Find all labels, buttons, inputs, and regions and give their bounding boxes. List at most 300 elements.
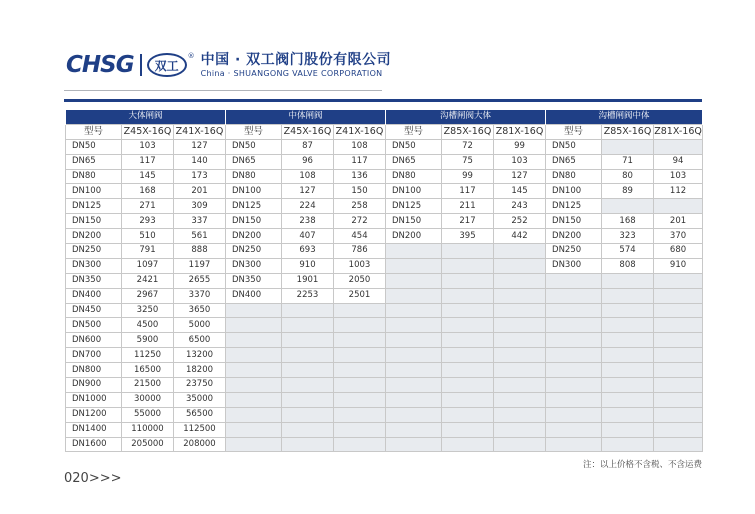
price-cell [654, 392, 703, 407]
price-cell: 71 [602, 154, 654, 169]
price-cell [334, 303, 386, 318]
column-header: Z45X-16Q [282, 124, 334, 139]
company-logo [66, 50, 391, 80]
price-cell: 173 [174, 169, 226, 184]
size-cell [546, 273, 602, 288]
price-cell [442, 273, 494, 288]
price-cell [282, 378, 334, 393]
group-header-row [66, 110, 703, 124]
price-cell [494, 318, 546, 333]
size-cell: DN125 [546, 199, 602, 214]
price-cell: 208000 [174, 437, 226, 452]
price-cell: 108 [334, 139, 386, 154]
size-cell: DN400 [66, 288, 122, 303]
table-row [66, 318, 703, 333]
table-row [66, 333, 703, 348]
price-cell [334, 348, 386, 363]
price-cell: 145 [122, 169, 174, 184]
price-cell [334, 378, 386, 393]
size-cell [546, 318, 602, 333]
group-header: 沟槽闸阀大体 [386, 110, 546, 124]
size-cell: DN300 [546, 258, 602, 273]
price-cell [282, 422, 334, 437]
price-cell [442, 333, 494, 348]
size-cell: DN50 [226, 139, 282, 154]
size-cell [546, 363, 602, 378]
price-cell: 5900 [122, 333, 174, 348]
price-cell [334, 407, 386, 422]
size-cell: DN125 [226, 199, 282, 214]
logo-oval-mark [147, 53, 187, 77]
size-cell [546, 407, 602, 422]
size-cell [546, 437, 602, 452]
price-cell [494, 333, 546, 348]
column-header: 型号 [66, 124, 122, 139]
price-cell: 108 [282, 169, 334, 184]
size-cell: DN1400 [66, 422, 122, 437]
size-cell: DN65 [386, 154, 442, 169]
price-cell: 89 [602, 184, 654, 199]
logo-oval-text: 双工 [154, 58, 179, 73]
price-cell: 94 [654, 154, 703, 169]
size-cell: DN100 [226, 184, 282, 199]
price-cell: 2050 [334, 273, 386, 288]
price-cell: 21500 [122, 378, 174, 393]
price-cell: 112500 [174, 422, 226, 437]
price-cell [334, 363, 386, 378]
price-cell [654, 318, 703, 333]
size-cell: DN200 [386, 229, 442, 244]
table-row [66, 422, 703, 437]
price-cell: 201 [174, 184, 226, 199]
size-cell: DN100 [386, 184, 442, 199]
price-cell [602, 303, 654, 318]
price-cell: 35000 [174, 392, 226, 407]
price-cell: 168 [602, 214, 654, 229]
price-cell [442, 392, 494, 407]
size-cell: DN250 [66, 244, 122, 259]
price-cell: 271 [122, 199, 174, 214]
price-cell: 13200 [174, 348, 226, 363]
table-row [66, 184, 703, 199]
size-cell [226, 303, 282, 318]
size-cell [386, 348, 442, 363]
table-row [66, 229, 703, 244]
price-cell [602, 348, 654, 363]
price-note: 注：以上价格不含税、不含运费 [582, 460, 702, 470]
price-cell: 117 [442, 184, 494, 199]
size-cell: DN65 [66, 154, 122, 169]
price-cell: 272 [334, 214, 386, 229]
size-cell: DN200 [546, 229, 602, 244]
size-cell [226, 378, 282, 393]
price-cell: 80 [602, 169, 654, 184]
price-cell: 5000 [174, 318, 226, 333]
column-header: Z85X-16Q [602, 124, 654, 139]
size-cell [386, 244, 442, 259]
size-cell [546, 333, 602, 348]
price-cell [282, 303, 334, 318]
table-row [66, 348, 703, 363]
price-cell: 2501 [334, 288, 386, 303]
size-cell: DN350 [226, 273, 282, 288]
price-cell: 309 [174, 199, 226, 214]
price-cell [654, 303, 703, 318]
price-cell: 574 [602, 244, 654, 259]
size-cell [546, 392, 602, 407]
price-cell [282, 363, 334, 378]
price-cell [282, 392, 334, 407]
price-cell: 243 [494, 199, 546, 214]
column-header: Z81X-16Q [654, 126, 702, 138]
column-header: 型号 [546, 124, 602, 139]
price-cell: 442 [494, 229, 546, 244]
price-cell: 87 [282, 139, 334, 154]
size-cell: DN150 [66, 214, 122, 229]
price-cell: 99 [442, 169, 494, 184]
price-cell [282, 333, 334, 348]
size-cell: DN450 [66, 303, 122, 318]
price-cell [442, 303, 494, 318]
column-header: Z81X-16Q [494, 124, 546, 139]
price-cell [494, 437, 546, 452]
size-cell: DN250 [546, 244, 602, 259]
price-cell [654, 378, 703, 393]
size-cell [226, 318, 282, 333]
price-cell [494, 407, 546, 422]
size-cell: DN100 [66, 184, 122, 199]
size-cell: DN50 [66, 139, 122, 154]
price-cell [442, 422, 494, 437]
logo-wordmark: CHSG [66, 52, 134, 78]
price-cell [442, 244, 494, 259]
logo-divider [140, 54, 142, 76]
column-header: Z85X-16Q [442, 124, 494, 139]
price-cell: 205000 [122, 437, 174, 452]
size-cell: DN600 [66, 333, 122, 348]
price-cell: 3370 [174, 288, 226, 303]
price-cell: 211 [442, 199, 494, 214]
column-header: Z41X-16Q [174, 124, 226, 139]
price-cell: 238 [282, 214, 334, 229]
price-cell [494, 244, 546, 259]
price-cell: 786 [334, 244, 386, 259]
price-cell [442, 437, 494, 452]
price-cell: 337 [174, 214, 226, 229]
price-cell: 217 [442, 214, 494, 229]
registered-mark: ® [187, 52, 195, 60]
size-cell: DN1000 [66, 392, 122, 407]
price-cell: 224 [282, 199, 334, 214]
price-cell [602, 318, 654, 333]
size-cell [546, 348, 602, 363]
size-cell: DN150 [226, 214, 282, 229]
table-row [66, 154, 703, 169]
column-header: 型号 [226, 124, 282, 139]
price-cell [654, 288, 703, 303]
size-cell [546, 288, 602, 303]
price-cell: 145 [494, 184, 546, 199]
size-cell [226, 422, 282, 437]
size-cell: DN200 [66, 229, 122, 244]
company-name [201, 53, 392, 78]
price-cell: 680 [654, 244, 703, 259]
size-cell: DN80 [226, 169, 282, 184]
price-cell: 1097 [122, 258, 174, 273]
price-cell [282, 318, 334, 333]
price-cell [334, 333, 386, 348]
table-row [66, 199, 703, 214]
price-cell [602, 378, 654, 393]
price-cell: 454 [334, 229, 386, 244]
price-cell: 117 [334, 154, 386, 169]
price-cell: 23750 [174, 378, 226, 393]
price-cell: 910 [282, 258, 334, 273]
table-row [66, 378, 703, 393]
price-cell: 693 [282, 244, 334, 259]
price-cell: 323 [602, 229, 654, 244]
size-cell [546, 378, 602, 393]
price-cell [602, 363, 654, 378]
table-row [66, 363, 703, 378]
group-header: 中体闸阀 [226, 110, 386, 124]
size-cell [386, 258, 442, 273]
column-header: Z41X-16Q [334, 124, 386, 139]
table-row [66, 303, 703, 318]
group-header: 沟槽闸阀中体 [546, 110, 703, 124]
price-cell: 96 [282, 154, 334, 169]
price-cell [494, 363, 546, 378]
price-cell: 112 [654, 184, 703, 199]
price-cell: 407 [282, 229, 334, 244]
price-cell: 1003 [334, 258, 386, 273]
price-cell: 395 [442, 229, 494, 244]
size-cell: DN150 [546, 214, 602, 229]
column-header: Z45X-16Q [122, 124, 174, 139]
price-cell [602, 333, 654, 348]
price-cell [602, 273, 654, 288]
price-cell: 140 [174, 154, 226, 169]
price-cell [442, 288, 494, 303]
table-row [66, 214, 703, 229]
price-cell [334, 318, 386, 333]
size-cell: DN65 [546, 154, 602, 169]
table-row [66, 273, 703, 288]
size-cell: DN700 [66, 348, 122, 363]
price-cell [654, 422, 703, 437]
header-bar [64, 99, 702, 102]
price-cell [442, 407, 494, 422]
price-cell: 99 [494, 139, 546, 154]
price-cell: 561 [174, 229, 226, 244]
price-cell: 293 [122, 214, 174, 229]
price-cell [494, 378, 546, 393]
size-cell [386, 437, 442, 452]
price-cell: 3650 [174, 303, 226, 318]
price-cell [602, 437, 654, 452]
size-cell [226, 407, 282, 422]
price-cell [654, 199, 703, 214]
size-cell: DN900 [66, 378, 122, 393]
price-table [65, 110, 703, 452]
price-cell [494, 392, 546, 407]
size-cell: DN500 [66, 318, 122, 333]
size-cell: DN50 [546, 139, 602, 154]
price-cell [334, 422, 386, 437]
price-cell: 1197 [174, 258, 226, 273]
size-cell [546, 422, 602, 437]
price-cell [442, 363, 494, 378]
size-cell: DN250 [226, 244, 282, 259]
group-header: 大体闸阀 [66, 110, 226, 124]
price-cell: 3250 [122, 303, 174, 318]
size-cell [386, 392, 442, 407]
size-cell: DN125 [386, 199, 442, 214]
price-cell [494, 258, 546, 273]
price-cell [654, 348, 703, 363]
price-cell [654, 407, 703, 422]
price-cell [602, 392, 654, 407]
size-cell: DN100 [546, 184, 602, 199]
size-cell: DN350 [66, 273, 122, 288]
size-cell: DN80 [386, 169, 442, 184]
size-cell: DN800 [66, 363, 122, 378]
price-cell [602, 199, 654, 214]
price-cell: 30000 [122, 392, 174, 407]
price-cell: 110000 [122, 422, 174, 437]
price-cell: 55000 [122, 407, 174, 422]
size-cell: DN65 [226, 154, 282, 169]
price-cell: 117 [122, 154, 174, 169]
price-cell: 103 [654, 169, 703, 184]
price-cell [282, 348, 334, 363]
table-row [66, 258, 703, 273]
price-cell: 2967 [122, 288, 174, 303]
price-cell: 4500 [122, 318, 174, 333]
price-cell [494, 288, 546, 303]
price-cell [494, 348, 546, 363]
price-cell [442, 258, 494, 273]
price-cell [494, 303, 546, 318]
page-number: 020>>> [64, 471, 122, 486]
header-rule [64, 90, 382, 91]
price-cell: 56500 [174, 407, 226, 422]
price-cell: 75 [442, 154, 494, 169]
price-cell [442, 318, 494, 333]
price-cell [442, 378, 494, 393]
price-cell [442, 348, 494, 363]
price-table-body [66, 139, 703, 452]
price-cell [602, 288, 654, 303]
price-cell: 2421 [122, 273, 174, 288]
table-row [66, 288, 703, 303]
price-cell [494, 422, 546, 437]
company-name-cn: 中国 · 双工阀门股份有限公司 [200, 51, 392, 68]
price-cell [282, 407, 334, 422]
price-cell: 2655 [174, 273, 226, 288]
size-cell [386, 422, 442, 437]
price-cell: 127 [494, 169, 546, 184]
size-cell: DN1200 [66, 407, 122, 422]
price-cell [654, 363, 703, 378]
price-cell [654, 139, 703, 154]
price-cell: 258 [334, 199, 386, 214]
size-cell [386, 407, 442, 422]
size-cell: DN50 [386, 139, 442, 154]
company-name-en: China · SHUANGONG VALVE CORPORATION [200, 68, 383, 78]
size-cell [226, 392, 282, 407]
price-cell: 370 [654, 229, 703, 244]
price-cell [654, 333, 703, 348]
price-cell: 910 [654, 258, 703, 273]
size-cell: DN150 [386, 214, 442, 229]
price-cell: 6500 [174, 333, 226, 348]
price-cell: 11250 [122, 348, 174, 363]
price-cell: 252 [494, 214, 546, 229]
price-cell: 791 [122, 244, 174, 259]
price-cell: 103 [494, 154, 546, 169]
size-cell: DN1600 [66, 437, 122, 452]
price-cell: 103 [122, 139, 174, 154]
price-cell: 168 [122, 184, 174, 199]
price-cell [602, 422, 654, 437]
size-cell [386, 288, 442, 303]
table-row [66, 392, 703, 407]
price-cell [654, 273, 703, 288]
subheader-row [66, 124, 703, 139]
price-cell: 127 [174, 139, 226, 154]
size-cell [226, 437, 282, 452]
size-cell [386, 378, 442, 393]
table-row [66, 169, 703, 184]
price-cell: 150 [334, 184, 386, 199]
price-cell: 16500 [122, 363, 174, 378]
price-cell: 888 [174, 244, 226, 259]
price-cell: 1901 [282, 273, 334, 288]
price-cell [602, 407, 654, 422]
price-cell: 136 [334, 169, 386, 184]
price-cell: 201 [654, 214, 703, 229]
size-cell [386, 303, 442, 318]
size-cell: DN125 [66, 199, 122, 214]
price-cell [334, 392, 386, 407]
price-cell: 510 [122, 229, 174, 244]
size-cell: DN300 [226, 258, 282, 273]
price-cell [654, 437, 703, 452]
size-cell [226, 333, 282, 348]
size-cell: DN80 [546, 169, 602, 184]
price-cell: 808 [602, 258, 654, 273]
table-row [66, 437, 703, 452]
column-header: 型号 [386, 124, 442, 139]
table-row [66, 407, 703, 422]
size-cell: DN300 [66, 258, 122, 273]
size-cell [386, 363, 442, 378]
price-cell [334, 437, 386, 452]
size-cell: DN200 [226, 229, 282, 244]
size-cell: DN400 [226, 288, 282, 303]
price-cell: 18200 [174, 363, 226, 378]
price-cell: 2253 [282, 288, 334, 303]
size-cell [546, 303, 602, 318]
price-cell [494, 273, 546, 288]
table-row [66, 244, 703, 259]
price-cell: 127 [282, 184, 334, 199]
price-cell [282, 437, 334, 452]
table-row [66, 139, 703, 154]
price-cell: 72 [442, 139, 494, 154]
size-cell [226, 348, 282, 363]
